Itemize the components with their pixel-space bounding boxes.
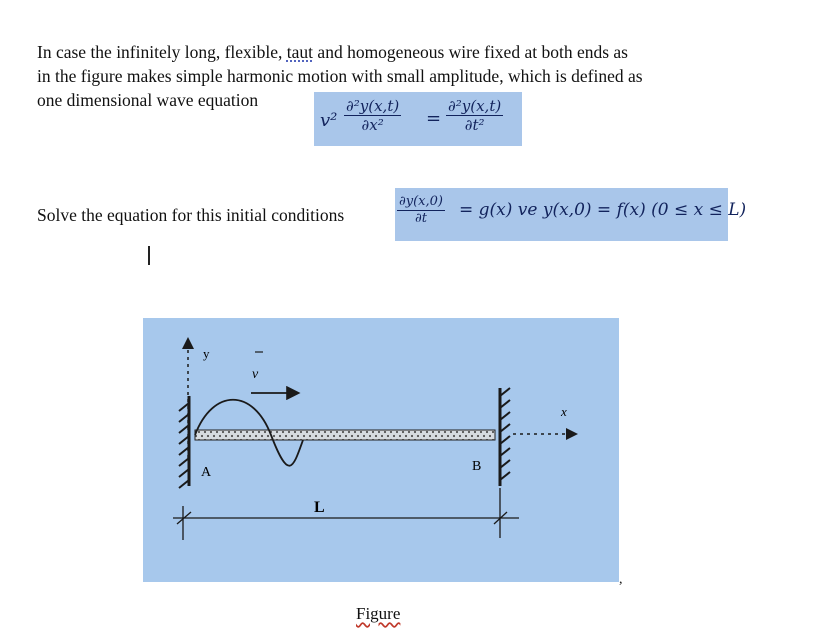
wave-equation-image [314, 92, 522, 146]
instruction-text: Solve the equation for this initial conditions [37, 205, 345, 225]
v-label: v [252, 367, 259, 382]
ic-num: ∂y(x,0) [399, 194, 443, 209]
eq-coeff: v² [320, 110, 338, 131]
l-label: L [314, 499, 325, 516]
eq-equals: = [426, 108, 442, 129]
eq-rhs-num: ∂²y(x,t) [448, 97, 502, 115]
ic-fraction [397, 194, 445, 227]
a-label: A [201, 465, 212, 480]
wire [195, 430, 495, 440]
figure-caption: Figure [356, 604, 401, 623]
b-label: B [472, 459, 482, 474]
trailing-comma: , [619, 572, 623, 587]
eq-lhs-den: ∂x² [361, 116, 384, 134]
ic-rest: = g(x) ve y(x,0) = f(x) (0 ≤ x ≤ L) [459, 200, 747, 220]
paragraph-line-1 [37, 40, 757, 64]
ic-den: ∂t [415, 211, 427, 226]
line1-post: and homogeneous wire fixed at both ends as [313, 42, 628, 62]
x-label: x [561, 404, 567, 419]
figure-image [143, 318, 619, 582]
paragraph-line-3: one dimensional wave equation [37, 90, 259, 110]
spellcheck-word-taut: taut [286, 42, 314, 62]
text-cursor [148, 246, 150, 265]
initial-conditions-image [395, 188, 747, 241]
line1-pre: In case the infinitely long, flexible, [37, 42, 287, 62]
eq-lhs-fraction [344, 97, 401, 134]
eq-rhs-fraction [446, 97, 503, 134]
y-label: y [203, 346, 210, 361]
eq-rhs-den: ∂t² [464, 116, 485, 134]
eq-lhs-num: ∂²y(x,t) [346, 97, 400, 115]
wire-diagram [143, 318, 619, 582]
paragraph-line-2: in the figure makes simple harmonic motion with small amplitude, which is defined as [37, 66, 643, 86]
